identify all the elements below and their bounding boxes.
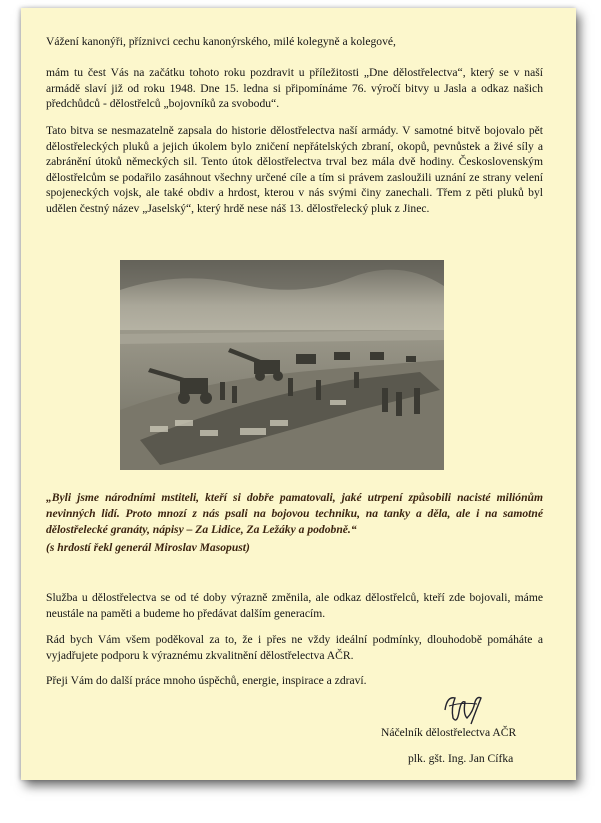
battle-photo [120,260,444,470]
paragraph-legacy: Služba u dělostřelectva se od té doby výrazně změnila, ale odkaz dělostřelců, kteří zde bojovali, máme neustále na paměti a budeme ho předávat dalším generacím. [46,591,543,620]
signature-name: plk. gšt. Ing. Jan Cífka [408,752,514,765]
paragraph-wishes: Přeji Vám do další práce mnoho úspěchů, energie, inspirace a zdraví. [46,674,367,687]
paragraph-battle: Tato bitva se nesmazatelně zapsala do historie dělostřelectva naší armády. V samotné bitvě bojovalo pět dělostřeleckých pluků a jejich úkolem bylo zničení nepřátelských zbraní, okopů, pevnůstek a živé síly a zabránění útoků německých sil. Tento útok dělostřelectva trval bez mála dvě hodiny. Československým dělostřelcům se podařilo zasáhnout všechny určené cíle a tím si právem zasloužili uznání ze strany velení spojeneckých vojsk, ale také obdiv a hrdost, kterou v nás svými činy zanechali. Třem z pěti pluků byl udělen čestný název „Jaselský“, který hrdě nese náš 13. dělostřelecký pluk z Jinec. [46,124,543,215]
greeting: Vážení kanonýři, příznivci cechu kanonýrského, milé kolegyně a kolegové, [46,35,396,48]
handwritten-signature [441,688,485,728]
quote-attribution: (s hrdostí řekl generál Miroslav Masopust) [46,541,250,554]
paragraph-intro: mám tu čest Vás na začátku tohoto roku pozdravit u příležitosti „Dne dělostřelectva“, který se v naší armádě slaví již od roku 1948. Dne 15. ledna si připomínáme 76. výročí bitvy u Jasla a odkaz našich předchůdců - dělostřelců „bojovníků za svobodu“. [46,66,543,110]
signature-title: Náčelník dělostřelectva AČR [381,726,517,739]
paragraph-thanks: Rád bych Vám všem poděkoval za to, že i přes ne vždy ideální podmínky, dlouhodobě pomáháte a vyjadřujete podporu k výraznému zkvalitnění dělostřelectva AČR. [46,633,543,662]
quote-text: „Byli jsme národními mstiteli, kteří si dobře pamatovali, jaké utrpení způsobili nacisté miliónům nevinných lidí. Proto mnozí z nás psali na bojovou techniku, na tanky a děla, ale i na samotné dělostřelecké granáty, nápisy – Za Lidice, Za Ležáky a podobně.“ [46,491,543,536]
